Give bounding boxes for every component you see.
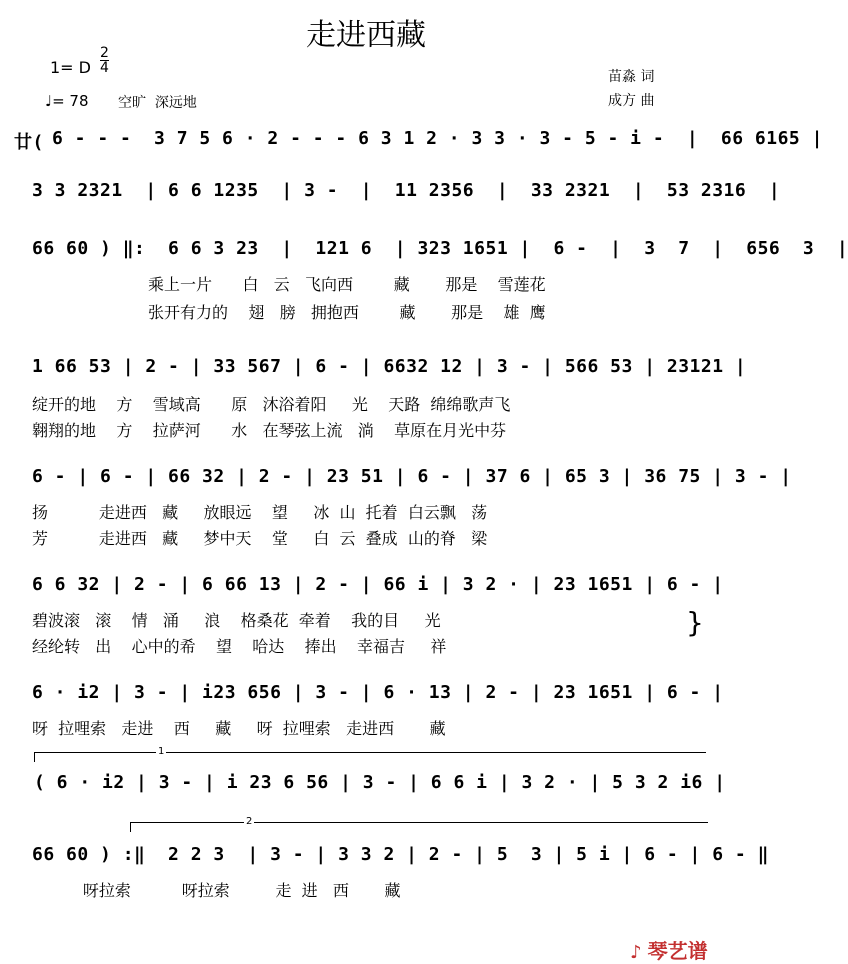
lyrics-verse1-line6: 碧波滚 滚 情 涌 浪 格桑花 牵着 我的目 光 (32, 611, 441, 630)
score-line-6: 6 6 32 | 2 - | 6 66 13 | 2 - | 66 i | 3 2 · | 23 1651 | 6 - | (32, 574, 724, 595)
score-line-7: 6 · i2 | 3 - | i23 656 | 3 - | 6 · 13 | 2 - | 23 1651 | 6 - | (32, 682, 724, 703)
score-line-4: 1 66 53 | 2 - | 33 567 | 6 - | 6632 12 | 3 - | 566 53 | 23121 | (32, 356, 747, 377)
mood-mark: 空旷 深远地 (118, 95, 197, 111)
intro-mark: 廿( (14, 132, 44, 153)
second-ending-left-edge (130, 822, 131, 832)
first-ending-bracket (34, 752, 706, 753)
key-signature: 1= D (50, 58, 91, 77)
score-line-2: 3 3 2321 | 6 6 1235 | 3 - | 11 2356 | 33 2321 | 53 2316 | (32, 180, 781, 201)
lyrics-line9: 呀拉索 呀拉索 走 进 西 藏 (32, 881, 401, 900)
score-line-1: 6 - - - 3 7 5 6 · 2 - - - 6 3 1 2 · 3 3 · 3 - 5 - i - | 66 6165 | (52, 128, 823, 149)
lyrics-verse1-line5: 扬 走进西 藏 放眼远 望 冰 山 托着 白云飘 荡 (32, 503, 488, 522)
tempo-mark: ♩= 78 (45, 92, 89, 110)
first-ending-number: 1 (158, 746, 165, 757)
score-line-8: ( 6 · i2 | 3 - | i 23 6 56 | 3 - | 6 6 i | 3 2 · | 5 3 2 i6 | (34, 772, 726, 793)
lyrics-verse2-line3: 张开有力的 翅 膀 拥抱西 藏 那是 雄 鹰 (148, 303, 546, 322)
composer: 成方 曲 (608, 93, 655, 109)
watermark (620, 916, 708, 964)
lyrics-verse1-line3: 乘上一片 白 云 飞向西 藏 那是 雪莲花 (148, 275, 546, 294)
second-ending-bracket (130, 822, 708, 823)
second-ending-number: 2 (246, 816, 253, 827)
watermark-icon: ♪ (630, 942, 642, 963)
lyrics-line7: 呀 拉哩索 走进 西 藏 呀 拉哩索 走进西 藏 (32, 719, 446, 738)
first-ending-left-edge (34, 752, 35, 762)
lyricist: 苗淼 词 (608, 69, 655, 85)
lyrics-verse2-line5: 芳 走进西 藏 梦中天 堂 白 云 叠成 山的脊 梁 (32, 529, 488, 548)
page-title: 走进西藏 (306, 18, 426, 53)
lyrics-verse1-line4: 绽开的地 方 雪域高 原 沐浴着阳 光 天路 绵绵歌声飞 (32, 395, 511, 414)
lyrics-verse2-line6: 经纶转 出 心中的希 望 哈达 捧出 幸福吉 祥 (32, 637, 447, 656)
verse-brace: } (686, 606, 704, 639)
score-line-3: 66 60 ) ‖: 6 6 3 23 | 121 6 | 323 1651 | 6 - | 3 7 | 656 3 | (32, 238, 848, 259)
score-line-9: 66 60 ) :‖ 2 2 3 | 3 - | 3 3 2 | 2 - | 5 3 | 5 i | 6 - | 6 - ‖ (32, 844, 769, 865)
score-line-5: 6 - | 6 - | 66 32 | 2 - | 23 51 | 6 - | 37 6 | 65 3 | 36 75 | 3 - | (32, 466, 792, 487)
watermark-text: 琴艺谱 (647, 939, 708, 963)
lyrics-verse2-line4: 翱翔的地 方 拉萨河 水 在琴弦上流 淌 草原在月光中芬 (32, 421, 507, 440)
time-signature: 2 4 (100, 45, 109, 76)
